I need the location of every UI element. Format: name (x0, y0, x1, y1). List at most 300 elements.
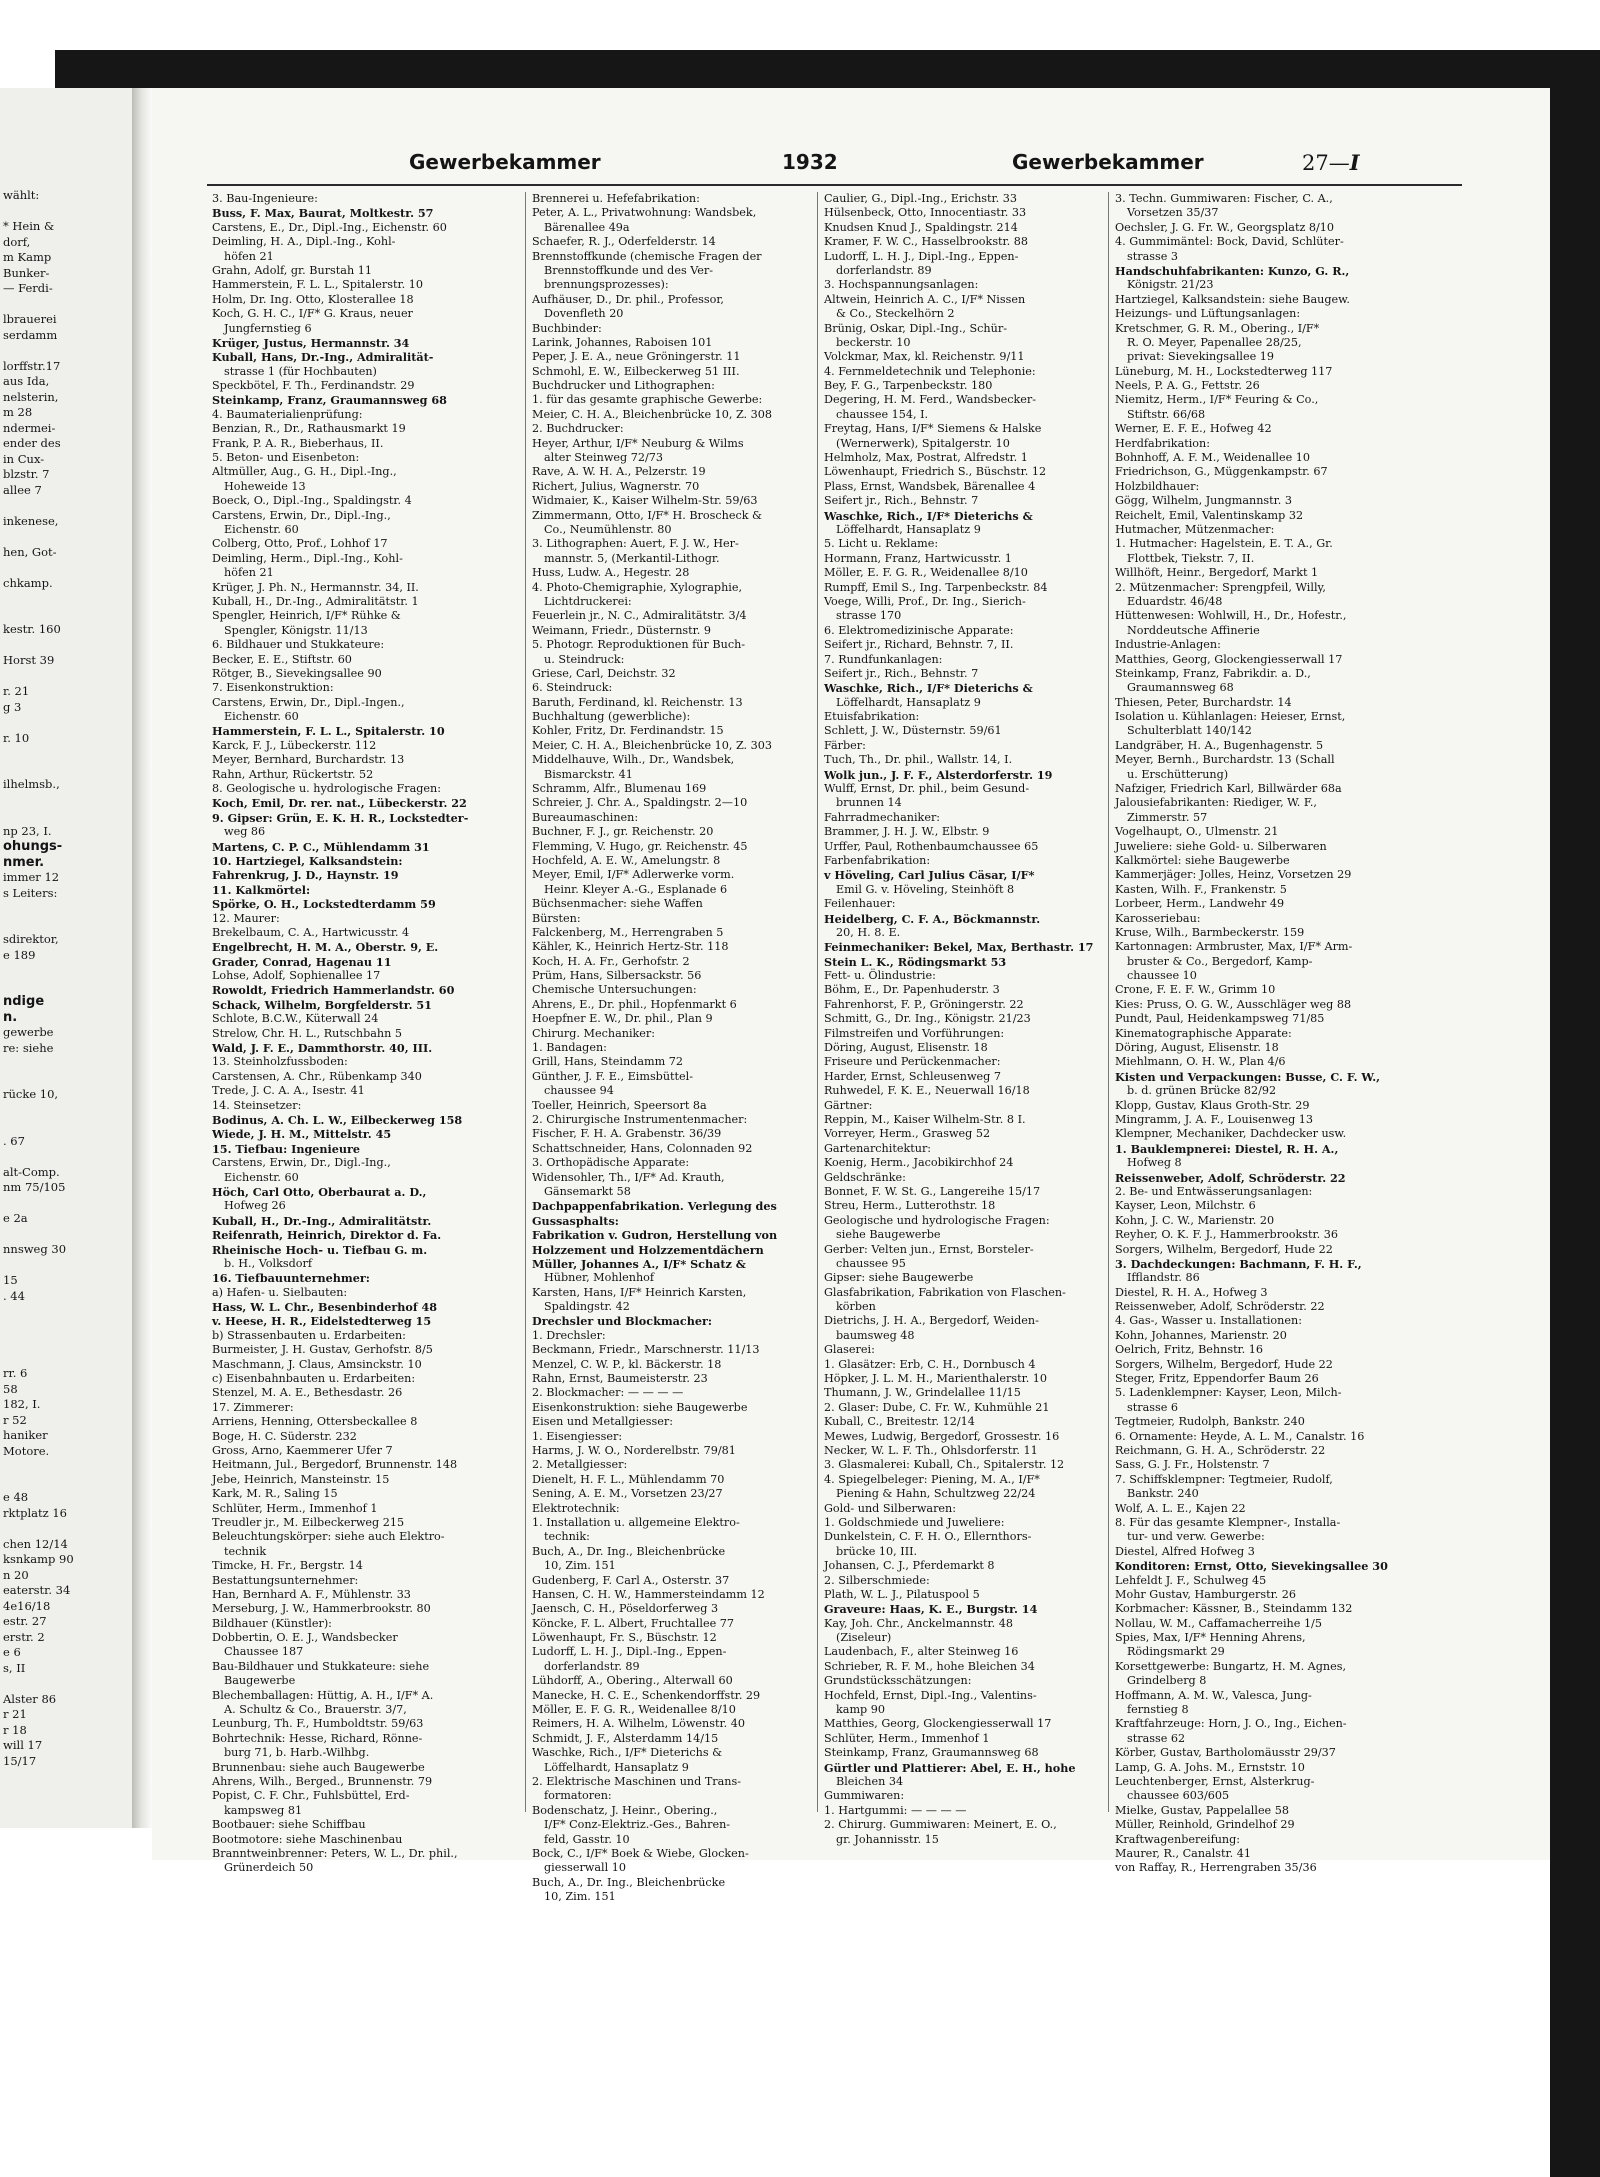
directory-entry: Lehfeldt J. F., Schulweg 45 (1115, 1573, 1267, 1587)
left-page-fragment: lorffstr.17 (3, 358, 61, 373)
directory-entry: Helmholz, Max, Postrat, Alfredstr. 1 (824, 451, 1028, 465)
directory-entry: 2. Silberschmiede: (824, 1573, 930, 1587)
directory-entry: Mewes, Ludwig, Bergedorf, Grossestr. 16 (824, 1429, 1060, 1443)
directory-entry: Fischer, F. H. A. Grabenstr. 36/39 (532, 1127, 722, 1141)
left-page-fragment: haniker (3, 1428, 48, 1442)
directory-entry: Wolf, A. L. E., Kajen 22 (1115, 1501, 1246, 1515)
left-page-fragment (3, 1335, 138, 1351)
directory-entry: Leuchtenberger, Ernst, Alsterkrug- (1115, 1774, 1315, 1788)
directory-entry: Neels, P. A. G., Fettstr. 26 (1115, 379, 1260, 393)
left-page-fragment (3, 1459, 138, 1475)
left-page-fragment (3, 498, 138, 514)
left-page-fragment (3, 1118, 138, 1134)
left-page-fragment (3, 591, 138, 607)
directory-entry: Löffelhardt, Hansaplatz 9 (544, 1760, 689, 1774)
directory-entry: von Raffay, R., Herrengraben 35/36 (1115, 1861, 1317, 1875)
directory-entry: Prüm, Hans, Silbersackstr. 56 (532, 969, 702, 983)
directory-entry: Feilenhauer: (824, 897, 896, 911)
directory-entry: 2. Glaser: Dube, C. Fr. W., Kuhmühle 21 (824, 1400, 1050, 1414)
directory-entry: Kuball, H., Dr.-Ing., Admiralitätstr. 1 (212, 594, 419, 608)
directory-entry: körben (836, 1300, 876, 1314)
left-page-fragment: nmer. (3, 854, 45, 870)
directory-entry: Baugewerbe (224, 1674, 296, 1688)
left-page-fragment: chkamp. (3, 575, 53, 590)
directory-entry: technik: (544, 1530, 590, 1544)
directory-entry: Bestattungsunternehmer: (212, 1573, 359, 1587)
directory-entry: Kark, M. R., Saling 15 (212, 1487, 338, 1501)
directory-entry: Dachpappenfabrikation. Verlegung des (532, 1199, 777, 1214)
directory-entry: 7. Eisenkonstruktion: (212, 681, 334, 695)
directory-column-1 (212, 192, 524, 1875)
directory-entry: Voege, Willi, Prof., Dr. Ing., Sierich- (824, 594, 1026, 608)
directory-entry: 7. Rundfunkanlagen: (824, 652, 943, 666)
directory-entry: Peper, J. E. A., neue Gröningerstr. 11 (532, 350, 741, 364)
left-page-fragment (3, 1258, 138, 1274)
directory-entry: Widmaier, K., Kaiser Wilhelm-Str. 59/63 (532, 494, 758, 508)
directory-entry: 13. Steinholzfussboden: (212, 1055, 348, 1069)
directory-entry: Toeller, Heinrich, Speersort 8a (532, 1098, 707, 1112)
directory-entry: Gärtner: (824, 1098, 873, 1112)
left-page-fragment: r 18 (3, 1722, 27, 1737)
directory-entry: Heyer, Arthur, I/F* Neuburg & Wilms (532, 436, 744, 450)
directory-entry: Eduardstr. 46/48 (1127, 594, 1223, 608)
directory-entry: 14. Steinsetzer: (212, 1098, 302, 1112)
directory-entry: Stenzel, M. A. E., Bethesdastr. 26 (212, 1386, 403, 1400)
left-page-fragment: Alster 86 (3, 1691, 57, 1706)
directory-entry: Kruse, Wilh., Barmbeckerstr. 159 (1115, 925, 1305, 939)
left-page-fragment: s, II (3, 1660, 26, 1675)
left-page-fragment (3, 917, 138, 933)
directory-entry: Fahrradmechaniker: (824, 810, 941, 824)
directory-entry: Piening & Hahn, Schultzweg 22/24 (836, 1487, 1036, 1501)
directory-entry: Falckenberg, M., Herrengraben 5 (532, 925, 724, 939)
directory-entry: Bohnhoff, A. F. M., Weidenallee 10 (1115, 451, 1311, 465)
left-page-fragment (3, 979, 138, 995)
directory-entry: Tegtmeier, Rudolph, Bankstr. 240 (1115, 1415, 1305, 1429)
left-page-fragment: rktplatz 16 (3, 1505, 67, 1520)
left-page-fragment (3, 1521, 138, 1537)
directory-entry: dorferlandstr. 89 (836, 263, 932, 277)
left-neighbour-page (0, 88, 138, 1828)
left-page-fragment (3, 1149, 138, 1165)
directory-entry: Hüttenwesen: Wohlwill, H., Dr., Hofestr., (1115, 609, 1347, 623)
left-page-fragment: — Ferdi- (3, 281, 53, 295)
directory-entry: Eichenstr. 60 (224, 522, 299, 536)
directory-entry: Buchner, F. J., gr. Reichenstr. 20 (532, 825, 714, 839)
left-page-fragment: Bunker- (3, 265, 50, 280)
left-page-fragment: kestr. 160 (3, 622, 61, 636)
directory-entry: Müller, Johannes A., I/F* Schatz & (532, 1256, 746, 1271)
left-page-fragment: estr. 27 (3, 1614, 47, 1628)
directory-entry: Hülsenbeck, Otto, Innocentiastr. 33 (824, 206, 1027, 220)
directory-entry: Körber, Gustav, Bartholomäusstr 29/37 (1115, 1746, 1336, 1760)
left-page-fragment: Horst 39 (3, 653, 55, 667)
directory-entry: Reichmann, G. H. A., Schröderstr. 22 (1115, 1443, 1326, 1457)
directory-entry: Wolk jun., J. F. F., Alsterdorferstr. 19 (824, 767, 1053, 782)
directory-entry: Krüger, Justus, Hermannstr. 34 (212, 335, 410, 350)
directory-entry: Johansen, C. J., Pferdemarkt 8 (824, 1559, 995, 1573)
directory-entry: strasse 170 (836, 609, 902, 623)
left-page-fragment: nm 75/105 (3, 1180, 66, 1194)
directory-entry: 5. Licht u. Reklame: (824, 537, 939, 551)
directory-entry: Feuerlein jr., N. C., Admiralitätstr. 3/4 (532, 609, 747, 623)
directory-entry: Buch, A., Dr. Ing., Bleichenbrücke (532, 1544, 726, 1558)
directory-entry: 3. Lithographen: Auert, F. J. W., Her- (532, 537, 739, 551)
directory-entry: 6. Elektromedizinische Apparate: (824, 623, 1014, 637)
directory-entry: Zimmermann, Otto, I/F* H. Broscheck & (532, 508, 763, 522)
directory-entry: Dienelt, H. F. L., Mühlendamm 70 (532, 1472, 725, 1486)
directory-entry: Trede, J. C. A. A., Isestr. 41 (212, 1084, 365, 1098)
directory-entry: strasse 6 (1127, 1400, 1179, 1414)
directory-entry: 7. Schiffsklempner: Tegtmeier, Rudolf, (1115, 1472, 1333, 1486)
left-page-fragment: ender des (3, 436, 61, 450)
directory-entry: 3. Bau-Ingenieure: (212, 192, 318, 205)
directory-entry: Engelbrecht, H. M. A., Oberstr. 9, E. (212, 940, 439, 955)
directory-entry: Kuball, H., Dr.-Ing., Admiralitätstr. (212, 1213, 432, 1228)
directory-entry: 1. Hartgummi: — — — — (824, 1803, 967, 1817)
directory-entry: Eisen und Metallgiesser: (532, 1415, 673, 1429)
directory-entry: Möller, E. F. G. R., Weidenallee 8/10 (824, 566, 1028, 580)
directory-entry: Plass, Ernst, Wandsbek, Bärenallee 4 (824, 479, 1036, 493)
directory-entry: 1. Drechsler: (532, 1328, 606, 1342)
left-page-fragment (3, 1227, 138, 1243)
directory-entry: Rave, A. W. H. A., Pelzerstr. 19 (532, 465, 706, 479)
directory-entry: 16. Tiefbauunternehmer: (212, 1271, 370, 1286)
directory-entry: Hammerstein, F. L. L., Spitalerstr. 10 (212, 278, 423, 292)
directory-entry: Karosseriebau: (1115, 911, 1201, 925)
directory-entry: Urffer, Paul, Rothenbaumchaussee 65 (824, 839, 1039, 853)
left-page-text (0, 88, 138, 1769)
directory-entry: Diestel, Alfred Hofweg 3 (1115, 1544, 1255, 1558)
left-page-fragment: r. 21 (3, 684, 30, 698)
directory-entry: 2. Blockmacher: — — — — (532, 1386, 684, 1400)
directory-page (152, 88, 1550, 1904)
directory-entry: Schmitt, G., Dr. Ing., Königstr. 21/23 (824, 1012, 1031, 1026)
directory-entry: (Wernerwerk), Spitalgerstr. 10 (836, 436, 1010, 450)
directory-entry: Fahrenkrug, J. D., Haynstr. 19 (212, 868, 399, 883)
directory-entry: Merseburg, J. W., Hammerbrookstr. 80 (212, 1602, 431, 1616)
directory-entry: u. Steindruck: (544, 652, 625, 666)
directory-entry: Grünerdeich 50 (224, 1861, 314, 1875)
directory-entry: A. Schultz & Co., Brauerstr. 3/7, (224, 1703, 407, 1717)
left-page-fragment: blzstr. 7 (3, 467, 50, 481)
directory-entry: Hoheweide 13 (224, 479, 306, 493)
left-page-fragment (3, 762, 138, 778)
directory-entry: Vorreyer, Herm., Grasweg 52 (824, 1127, 991, 1141)
directory-entry: Klempner, Mechaniker, Dachdecker usw. (1115, 1127, 1347, 1141)
directory-entry: Jungfernstieg 6 (224, 321, 312, 335)
directory-entry: burg 71, b. Harb.-Wilhbg. (224, 1746, 370, 1760)
directory-entry: Eichenstr. 60 (224, 710, 299, 724)
directory-entry: Tuch, Th., Dr. phil., Wallstr. 14, I. (824, 753, 1013, 767)
directory-entry: Döring, August, Elisenstr. 18 (1115, 1041, 1279, 1055)
directory-entry: Beckmann, Friedr., Marschnerstr. 11/13 (532, 1343, 760, 1357)
directory-entry: 4. Gas-, Wasser u. Installationen: (1115, 1314, 1302, 1328)
directory-entry: Bootbauer: siehe Schiffbau (212, 1818, 366, 1832)
directory-entry: höfen 21 (224, 566, 274, 580)
directory-entry: Mielke, Gustav, Pappelallee 58 (1115, 1803, 1289, 1817)
directory-entry: Brammer, J. H. J. W., Elbstr. 9 (824, 825, 990, 839)
directory-entry: Korbmacher: Kässner, B., Steindamm 132 (1115, 1602, 1353, 1616)
left-page-fragment (3, 901, 138, 917)
directory-entry: Gross, Arno, Kaemmerer Ufer 7 (212, 1443, 393, 1457)
directory-entry: Vogelhaupt, O., Ulmenstr. 21 (1115, 825, 1279, 839)
directory-entry: Grader, Conrad, Hagenau 11 (212, 954, 392, 969)
directory-entry: Schreier, J. Chr. A., Spaldingstr. 2—10 (532, 796, 748, 810)
directory-entry: Bey, F. G., Tarpenbeckstr. 180 (824, 379, 993, 393)
directory-entry: 3. Dachdeckungen: Bachmann, F. H. F., (1115, 1256, 1362, 1271)
directory-entry: chaussee 95 (836, 1256, 906, 1270)
directory-entry: weg 86 (224, 825, 266, 839)
left-page-fragment (3, 669, 138, 685)
directory-entry: Brennerei u. Hefefabrikation: (532, 192, 700, 205)
directory-entry: Rahn, Arthur, Rückertstr. 52 (212, 767, 374, 781)
directory-entry: Kartonnagen: Armbruster, Max, I/F* Arm- (1115, 940, 1353, 954)
directory-entry: Werner, E. F. E., Hofweg 42 (1115, 422, 1272, 436)
directory-entry: strasse 1 (für Hochbauten) (224, 364, 377, 378)
directory-entry: Löwenhaupt, Fr. S., Büschstr. 12 (532, 1631, 717, 1645)
directory-entry: Rödingsmarkt 29 (1127, 1645, 1225, 1659)
directory-column-4 (1115, 192, 1433, 1875)
directory-entry: Hübner, Mohlenhof (544, 1271, 655, 1285)
left-page-fragment: r 21 (3, 1707, 27, 1721)
directory-entry: 3. Hochspannungsanlagen: (824, 278, 979, 292)
directory-entry: feld, Gasstr. 10 (544, 1832, 630, 1846)
header-rule (207, 184, 1462, 186)
directory-entry: Krüger, J. Ph. N., Hermannstr. 34, II. (212, 580, 419, 594)
directory-entry: Leunburg, Th. F., Humboldtstr. 59/63 (212, 1717, 424, 1731)
left-page-fragment (3, 1320, 138, 1336)
directory-entry: Altmüller, Aug., G. H., Dipl.-Ing., (212, 465, 397, 479)
directory-entry: Karck, F. J., Lübeckerstr. 112 (212, 738, 377, 752)
directory-entry: b. H., Volksdorf (224, 1256, 312, 1270)
directory-entry: 4. Fernmeldetechnik und Telephonie: (824, 364, 1036, 378)
directory-entry: 6. Bildhauer und Stukkateure: (212, 638, 385, 652)
directory-entry: Vorsetzen 35/37 (1127, 206, 1219, 220)
left-page-fragment: hen, Got- (3, 544, 57, 559)
directory-entry: Menzel, C. W. P., kl. Bäckerstr. 18 (532, 1357, 722, 1371)
directory-entry: 8. Für das gesamte Klempner-, Installa- (1115, 1515, 1341, 1529)
column-divider (525, 192, 526, 1812)
left-page-fragment (3, 297, 138, 313)
directory-entry: strasse 62 (1127, 1731, 1186, 1745)
header-left-title: Gewerbekammer (409, 150, 601, 174)
directory-entry: Lühdorff, A., Obering., Alterwall 60 (532, 1674, 733, 1688)
directory-entry: Kuball, Hans, Dr.-Ing., Admiralität- (212, 350, 434, 365)
directory-entry: chaussee 154, I. (836, 407, 929, 421)
directory-entry: 1. Bauklempnerei: Diestel, R. H. A., (1115, 1141, 1339, 1156)
left-page-fragment: will 17 (3, 1738, 43, 1752)
directory-entry: Flemming, V. Hugo, gr. Reichenstr. 45 (532, 839, 748, 853)
left-page-fragment (3, 204, 138, 220)
directory-entry: Hoepfner E. W., Dr. phil., Plan 9 (532, 1012, 713, 1026)
directory-entry: brücke 10, III. (836, 1544, 918, 1558)
directory-entry: Bodenschatz, J. Heinr., Obering., (532, 1803, 718, 1817)
directory-entry: Sass, G. J. Fr., Holstenstr. 7 (1115, 1458, 1270, 1472)
directory-entry: Colberg, Otto, Prof., Lohhof 17 (212, 537, 388, 551)
left-page-fragment: 182, I. (3, 1397, 41, 1411)
directory-entry: Meyer, Bernhard, Burchardstr. 13 (212, 753, 405, 767)
directory-entry: Altwein, Heinrich A. C., I/F* Nissen (824, 292, 1026, 306)
directory-entry: Hutmacher, Mützenmacher: (1115, 522, 1275, 536)
directory-entry: Ahrens, E., Dr. phil., Hopfenmarkt 6 (532, 997, 737, 1011)
directory-entry: Jalousiefabrikanten: Riediger, W. F., (1115, 796, 1317, 810)
left-page-fragment: e 48 (3, 1490, 29, 1504)
directory-entry: Thumann, J. W., Grindelallee 11/15 (824, 1386, 1021, 1400)
directory-entry: Ludorff, L. H. J., Dipl.-Ing., Eppen- (532, 1645, 727, 1659)
left-page-fragment: dorf, (3, 234, 31, 249)
directory-entry: Handschuhfabrikanten: Kunzo, G. R., (1115, 263, 1350, 278)
directory-entry: 10, Zim. 151 (544, 1559, 616, 1573)
directory-entry: Grundstücksschätzungen: (824, 1674, 972, 1688)
directory-entry: Kohn, Johannes, Marienstr. 20 (1115, 1328, 1287, 1342)
directory-entry: chaussee 10 (1127, 969, 1197, 983)
directory-entry: Gudenberg, F. Carl A., Osterstr. 37 (532, 1573, 730, 1587)
directory-entry: Günther, J. F. E., Eimsbüttel- (532, 1069, 694, 1083)
left-page-fragment (3, 1103, 138, 1119)
directory-entry: Heizungs- und Lüftungsanlagen: (1115, 307, 1301, 321)
directory-entry: Brunnenbau: siehe auch Baugewerbe (212, 1760, 425, 1774)
directory-entry: Bureaumaschinen: (532, 810, 639, 824)
directory-entry: Weimann, Friedr., Düsternstr. 9 (532, 623, 712, 637)
directory-entry: Holzbildhauer: (1115, 479, 1200, 493)
left-page-fragment: e 189 (3, 947, 36, 962)
directory-entry: 1. Glasätzer: Erb, C. H., Dornbusch 4 (824, 1357, 1036, 1371)
left-page-fragment (3, 808, 138, 824)
directory-entry: Spengler, Königstr. 11/13 (224, 623, 368, 637)
directory-entry: mannstr. 5, (Merkantil-Lithogr. (544, 551, 720, 565)
directory-entry: fernstieg 8 (1127, 1703, 1189, 1717)
directory-entry: Zimmerstr. 57 (1127, 810, 1208, 824)
directory-entry: Sening, A. E. M., Vorsetzen 23/27 (532, 1487, 723, 1501)
directory-entry: Bankstr. 240 (1127, 1487, 1199, 1501)
directory-entry: Landgräber, H. A., Bugenhagenstr. 5 (1115, 738, 1324, 752)
directory-entry: tur- und verw. Gewerbe: (1127, 1530, 1265, 1544)
directory-entry: Carstens, Erwin, Dr., Dipl.-Ingen., (212, 695, 405, 709)
directory-entry: Heinr. Kleyer A.-G., Esplanade 6 (544, 882, 728, 896)
directory-entry: Waschke, Rich., I/F* Dieterichs & (824, 508, 1033, 523)
left-page-fragment: e 2a (3, 1211, 28, 1225)
directory-entry: Bootmotore: siehe Maschinenbau (212, 1832, 403, 1846)
directory-entry: 15. Tiefbau: Ingenieure (212, 1141, 361, 1156)
directory-entry: 5. Beton- und Eisenbeton: (212, 451, 360, 465)
directory-entry: Hartziegel, Kalksandstein: siehe Baugew. (1115, 292, 1350, 306)
directory-entry: Lorbeer, Herm., Landwehr 49 (1115, 897, 1285, 911)
directory-entry: Brünig, Oskar, Dipl.-Ing., Schür- (824, 321, 1007, 335)
directory-entry: I/F* Conz-Elektriz.-Ges., Bahren- (544, 1818, 731, 1832)
directory-entry: Steinkamp, Franz, Graumannsweg 68 (212, 393, 447, 408)
directory-entry: Lüneburg, M. H., Lockstedterweg 117 (1115, 364, 1333, 378)
scan-dark-border-top (55, 50, 1555, 88)
left-page-fragment: chen 12/14 (3, 1536, 68, 1551)
directory-entry: Löwenhaupt, Friedrich S., Büschstr. 12 (824, 465, 1047, 479)
directory-entry: Schlote, B.C.W., Küterwall 24 (212, 1012, 379, 1026)
left-page-fragment: nelsterin, (3, 389, 59, 404)
directory-entry: Branntweinbrenner: Peters, W. L., Dr. phil., (212, 1846, 458, 1860)
directory-entry: kampsweg 81 (224, 1803, 303, 1817)
left-page-fragment: . 67 (3, 1133, 25, 1148)
directory-entry: baumsweg 48 (836, 1328, 915, 1342)
left-page-fragment: inkenese, (3, 513, 59, 528)
directory-entry: Brekelbaum, C. A., Hartwicusstr. 4 (212, 925, 410, 939)
directory-entry: Sorgers, Wilhelm, Bergedorf, Hude 22 (1115, 1242, 1333, 1256)
directory-entry: Buchbinder: (532, 321, 602, 335)
directory-entry: Caulier, G., Dipl.-Ing., Erichstr. 33 (824, 192, 1017, 205)
left-page-fragment: wählt: (3, 188, 40, 202)
directory-entry: gr. Johannisstr. 15 (836, 1832, 939, 1846)
gutter-shadow (132, 88, 154, 1828)
directory-entry: Middelhauve, Wilh., Dr., Wandsbek, (532, 753, 735, 767)
directory-entry: Niemitz, Herm., I/F* Feuring & Co., (1115, 393, 1319, 407)
directory-entry: Speckbötel, F. Th., Ferdinandstr. 29 (212, 379, 415, 393)
directory-entry: Pundt, Paul, Heidenkampsweg 71/85 (1115, 1012, 1325, 1026)
directory-entry: Oechsler, J. G. Fr. W., Georgsplatz 8/10 (1115, 220, 1335, 234)
directory-entry: 3. Orthopädische Apparate: (532, 1156, 690, 1170)
directory-entry: 17. Zimmerer: (212, 1400, 294, 1414)
directory-entry: Carstens, E., Dr., Dipl.-Ing., Eichenstr. 60 (212, 220, 447, 234)
directory-entry: Gipser: siehe Baugewerbe (824, 1271, 974, 1285)
directory-entry: Knudsen Knud J., Spaldingstr. 214 (824, 220, 1018, 234)
directory-entry: Seifert jr., Richard, Behnstr. 7, II. (824, 638, 1014, 652)
directory-entry: Schmohl, E. W., Eilbeckerweg 51 III. (532, 364, 740, 378)
directory-entry: 1. für das gesamte graphische Gewerbe: (532, 393, 763, 407)
left-page-fragment (3, 343, 138, 359)
directory-entry: Mohr Gustav, Hamburgerstr. 26 (1115, 1587, 1297, 1601)
directory-entry: 4. Baumaterialienprüfung: (212, 407, 363, 421)
directory-entry: Treudler jr., M. Eilbeckerweg 215 (212, 1515, 405, 1529)
directory-entry: 10, Zim. 151 (544, 1890, 616, 1904)
left-page-fragment: eaterstr. 34 (3, 1583, 71, 1597)
directory-entry: Heidelberg, C. F. A., Böckmannstr. (824, 911, 1041, 926)
directory-entry: Feinmechaniker: Bekel, Max, Berthastr. 17 (824, 940, 1094, 955)
directory-entry: Glaserei: (824, 1343, 875, 1357)
left-page-fragment: gewerbe (3, 1025, 54, 1039)
directory-entry: Beleuchtungskörper: siehe auch Elektro- (212, 1530, 445, 1544)
directory-entry: Glasfabrikation, Fabrikation von Flaschen- (824, 1285, 1066, 1299)
directory-entry: Steinkamp, Franz, Graumannsweg 68 (824, 1746, 1039, 1760)
directory-entry: formatoren: (544, 1789, 612, 1803)
directory-entry: Harder, Ernst, Schleusenweg 7 (824, 1069, 1001, 1083)
directory-entry: Kammerjäger: Jolles, Heinz, Vorsetzen 29 (1115, 868, 1352, 882)
directory-entry: Nafziger, Friedrich Karl, Billwärder 68a (1115, 782, 1342, 796)
directory-entry: v Höveling, Carl Julius Cäsar, I/F* (824, 868, 1035, 883)
directory-entry: Kinematographische Apparate: (1115, 1026, 1292, 1040)
directory-entry: Fabrikation v. Gudron, Herstellung von (532, 1228, 778, 1243)
directory-entry: Deimling, H. A., Dipl.-Ing., Kohl- (212, 235, 396, 249)
directory-entry: Hofweg 8 (1127, 1156, 1182, 1170)
left-page-fragment (3, 1475, 138, 1491)
directory-entry: giesserwall 10 (544, 1861, 627, 1875)
directory-entry: Köncke, F. L. Albert, Fruchtallee 77 (532, 1616, 734, 1630)
directory-entry: Rheinische Hoch- u. Tiefbau G. m. (212, 1242, 428, 1257)
directory-entry: Mingramm, J. A. F., Louisenweg 13 (1115, 1113, 1314, 1126)
directory-entry: Holm, Dr. Ing. Otto, Klosterallee 18 (212, 292, 414, 306)
left-page-fragment: sdirektor, (3, 932, 59, 946)
left-page-fragment (3, 963, 138, 979)
left-page-fragment: ndermei- (3, 420, 56, 435)
directory-entry: Martens, C. P. C., Mühlendamm 31 (212, 839, 430, 854)
directory-entry: Böhm, E., Dr. Papenhuderstr. 3 (824, 983, 1000, 997)
left-page-fragment: e 6 (3, 1645, 21, 1659)
directory-entry: Gögg, Wilhelm, Jungmannstr. 3 (1115, 494, 1293, 508)
directory-entry: Bismarckstr. 41 (544, 767, 633, 781)
directory-entry: Buss, F. Max, Baurat, Moltkestr. 57 (212, 206, 434, 221)
directory-entry: alter Steinweg 72/73 (544, 451, 663, 465)
directory-entry: Drechsler und Blockmacher: (532, 1314, 713, 1329)
directory-entry: Döring, August, Elisenstr. 18 (824, 1041, 988, 1055)
directory-entry: Peter, A. L., Privatwohnung: Wandsbek, (532, 206, 757, 220)
directory-entry: Graveure: Haas, K. E., Burgstr. 14 (824, 1602, 1038, 1617)
